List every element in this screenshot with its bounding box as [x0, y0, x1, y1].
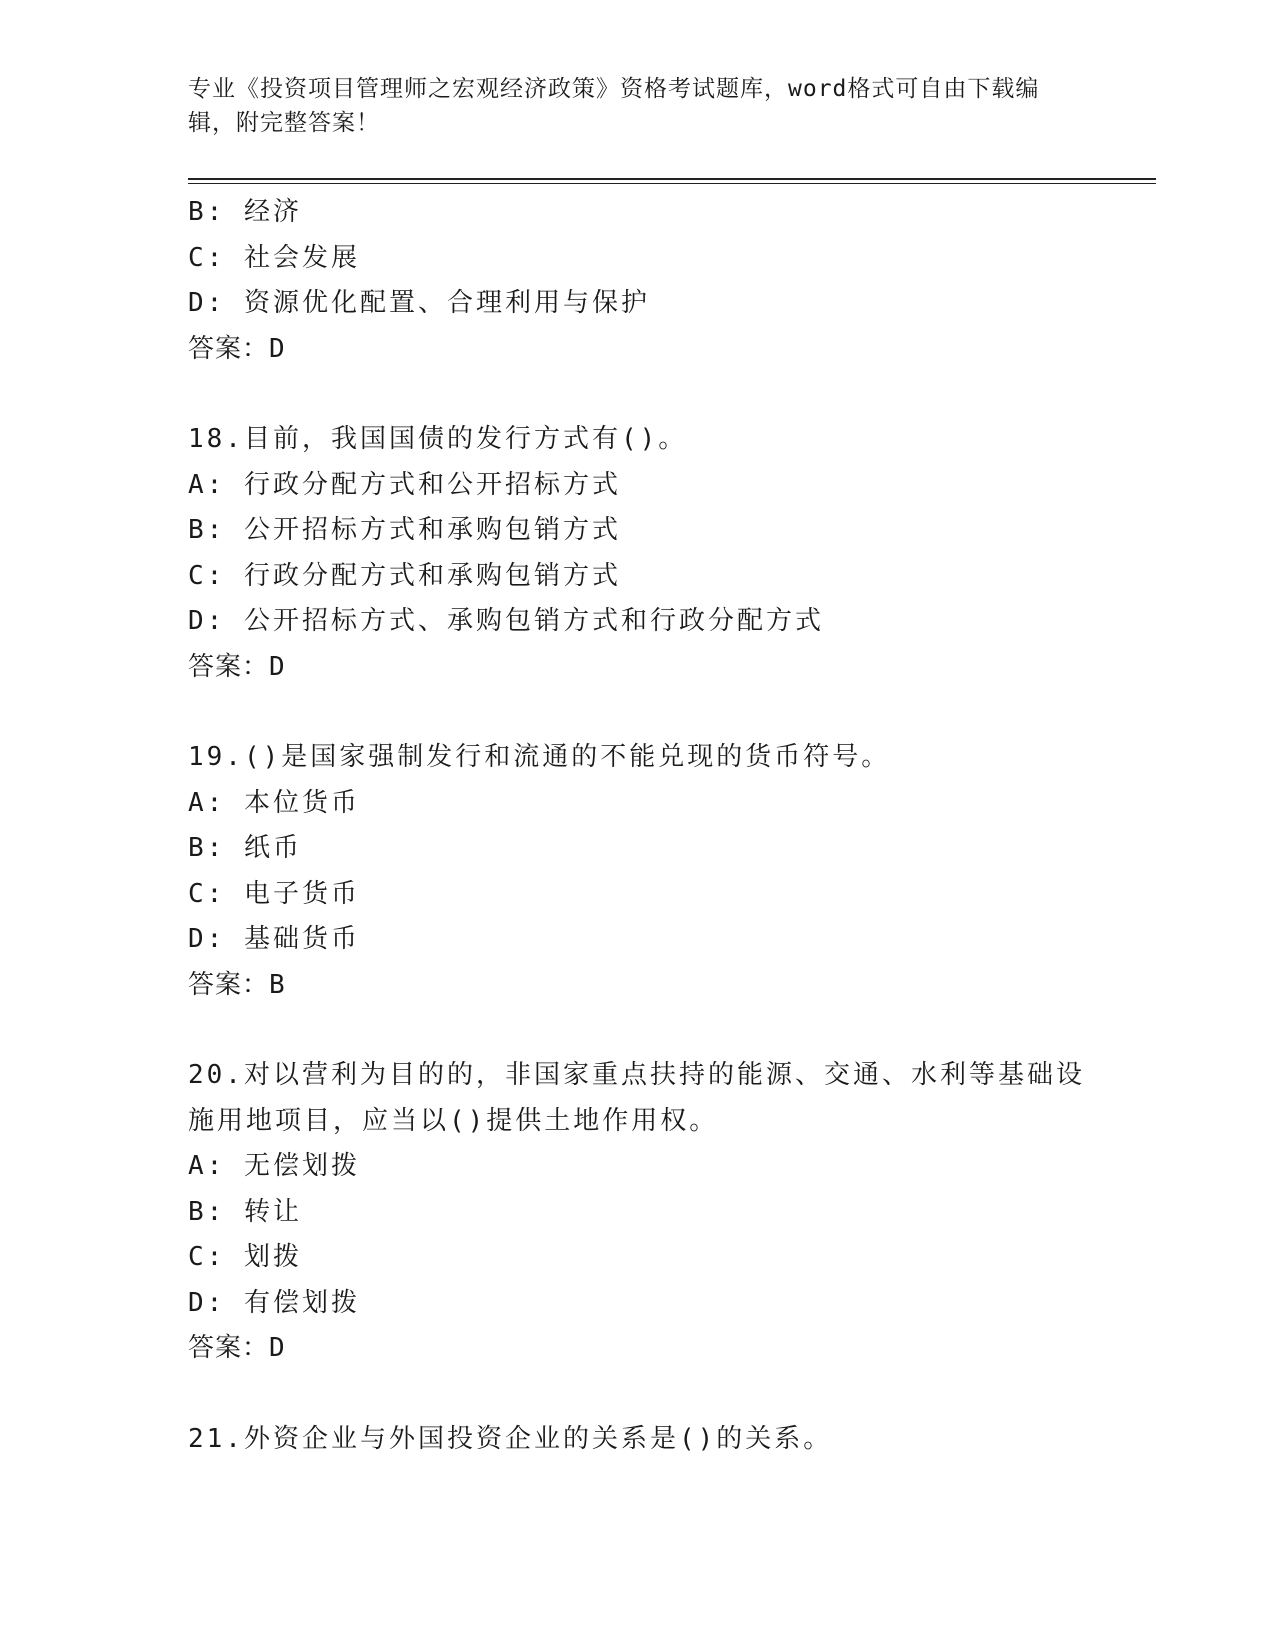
answer: 答案：B [188, 969, 286, 1000]
option-b: B: 经济 [188, 197, 302, 227]
option-c: C: 社会发展 [188, 242, 360, 273]
option-b: B: 转让 [188, 1196, 302, 1227]
option-c: C: 行政分配方式和承购包销方式 [188, 560, 621, 591]
question-19-stem: 19.()是国家强制发行和流通的不能兑现的货币符号。 [188, 742, 891, 772]
option-c: C: 划拨 [188, 1242, 302, 1272]
question-21-stem: 21.外资企业与外国投资企业的关系是()的关系。 [188, 1423, 833, 1454]
header-rule-thin [188, 183, 1156, 184]
option-b: B: 公开招标方式和承购包销方式 [188, 515, 621, 545]
option-a: A: 无偿划拨 [188, 1151, 360, 1181]
option-a: A: 行政分配方式和公开招标方式 [188, 469, 621, 500]
header-rule-thick [188, 178, 1156, 180]
option-d: D: 基础货币 [188, 924, 360, 954]
option-a: A: 本位货币 [188, 787, 360, 818]
answer: 答案：D [188, 1333, 286, 1363]
option-d: D: 资源优化配置、合理利用与保护 [188, 288, 650, 318]
document-header: 专业《投资项目管理师之宏观经济政策》资格考试题库，word格式可自由下载编辑，附完整答案！ [188, 76, 1040, 136]
option-d: D: 公开招标方式、承购包销方式和行政分配方式 [188, 606, 824, 636]
answer: 答案：D [188, 651, 286, 682]
answer: 答案：D [188, 333, 286, 364]
option-d: D: 有偿划拨 [188, 1287, 360, 1318]
option-c: C: 电子货币 [188, 878, 360, 909]
question-20-stem-line2: 施用地项目，应当以()提供土地作用权。 [188, 1105, 719, 1136]
question-content [188, 190, 1088, 1462]
question-20-stem-line1: 20.对以营利为目的的，非国家重点扶持的能源、交通、水利等基础设 [188, 1060, 1085, 1090]
option-b: B: 纸币 [188, 833, 302, 863]
question-18-stem: 18.目前，我国国债的发行方式有()。 [188, 424, 688, 454]
